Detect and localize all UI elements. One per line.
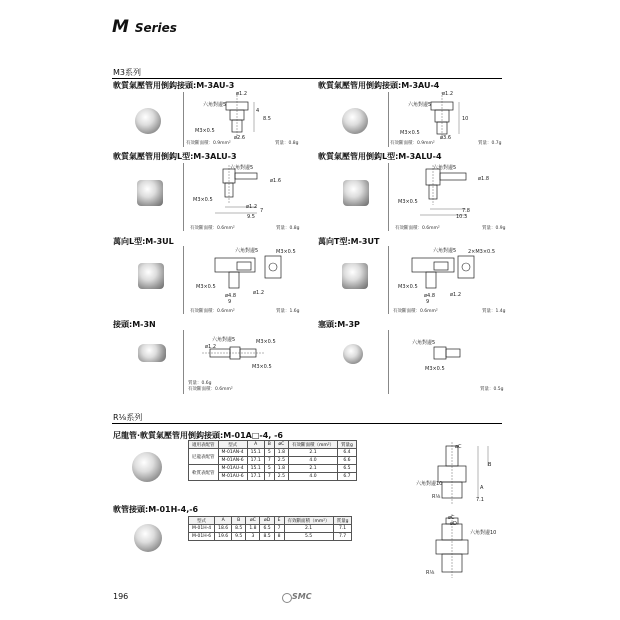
spec-table-m01h: 型式 A B øC øD E 有效斷面積（mm²） 質量g M-01H-4 18.6 8.5 1.8 6.5 7 2.1 7.1 M-01H-6 19.6 9.5 3 8.5 8 5.5 7.7 [188,516,352,541]
dimension-drawing [185,163,305,225]
divider [183,92,184,147]
product-title: 尼龍管·軟質氣壓管用倒鈎接頭:M-01A□-4, -6 [113,431,283,440]
table-row: M-01AU-6 17.1 7 2.5 4.0 6.7 [189,473,357,481]
section-title-r18: R⅛系列 [113,413,143,422]
product-title: 接頭:M-3N [113,320,156,329]
table-row: 尼龍表配管 M-01AN-4 15.1 5 1.8 2.1 6.4 [189,449,357,457]
divider [112,78,502,79]
product-photo [132,452,162,482]
divider [388,163,389,231]
series-title: M Series [112,17,177,37]
product-title: 萬向T型:M-3UT [318,237,380,246]
product-title: 軟質氣壓管用倒鈎接頭:M-3AU-4 [318,81,440,90]
product-photo [138,344,166,362]
product-photo [137,180,163,206]
dimension-drawing [412,440,507,510]
brand-logo: SMC [292,592,312,601]
dimension-drawing [390,163,510,225]
product-title: 軟管接頭:M-01H-4,-6 [113,505,199,514]
spec-table-m01a: 適用表配管 型式 A B øC 有效斷面積（mm²） 質量g 尼龍表配管 M-01AN-4 15.1 5 1.8 2.1 6.4 M-01AN-6 17.1 7 2.5 4.0 6.6 軟質表配管 M-01AU-4 15.1 5 1.8 2.1 6.5 M-01AU-6 17.1 7 2.5 4.0 6.7 [188,440,357,481]
product-photo [342,108,368,134]
product-photo [342,263,368,289]
dimension-drawing [398,246,508,308]
section-title-m3: M3系列 [113,68,141,77]
table-row: M-01H-4 18.6 8.5 1.8 6.5 7 2.1 7.1 [189,525,352,533]
dimension-drawing [195,246,305,308]
product-photo [138,263,164,289]
product-photo [343,180,369,206]
product-photo [134,524,162,552]
product-title: 軟質氣壓管用倒鈎L型:M-3ALU-3 [113,152,237,161]
divider [112,423,502,424]
divider [183,163,184,231]
product-photo [343,344,363,364]
product-title: 軟質氣壓管用倒鈎接頭:M-3AU-3 [113,81,235,90]
page-number: 196 [113,592,129,601]
product-title: 塞頭:M-3P [318,320,360,329]
table-row: 軟質表配管 M-01AU-4 15.1 5 1.8 2.1 6.5 [189,465,357,473]
table-row: M-01H-6 19.6 9.5 3 8.5 8 5.5 7.7 [189,533,352,541]
table-row: M-01AN-6 17.1 7 2.5 4.0 6.6 [189,457,357,465]
product-photo [135,108,161,134]
divider [388,246,389,314]
divider [388,330,389,394]
product-title: 軟質氣壓管用倒鈎L型:M-3ALU-4 [318,152,442,161]
divider [183,330,184,394]
product-title: 萬向L型:M-3UL [113,237,174,246]
divider [388,92,389,147]
divider [183,246,184,314]
smc-logo-icon [282,593,292,603]
